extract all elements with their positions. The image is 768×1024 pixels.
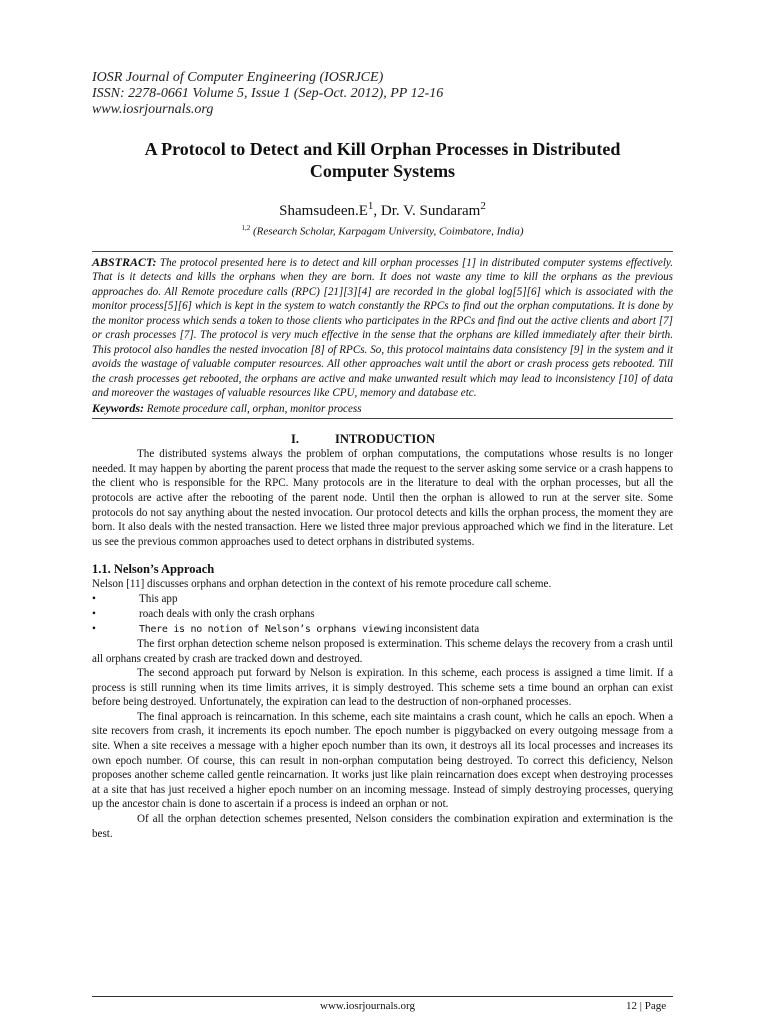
nelson-paragraph-expiration: The second approach put forward by Nelson is expiration. In this scheme, each process is assigned a time limit. If a process is still running when its time limits arrives, it is simply destroyed. This scheme sets a time bound an orphan can exist before being destroyed. Unfortunately, the expiration can lead to the destruction of non-orphaned processes. xyxy=(92,667,673,709)
author-2-superscript: 2 xyxy=(480,200,486,212)
list-item xyxy=(92,622,673,637)
subsection-heading-nelson: 1.1. Nelson’s Approach xyxy=(92,562,215,577)
nelson-bullet-list xyxy=(92,592,673,637)
nelson-paragraph-extermination: The first orphan detection scheme nelson proposed is extermination. This scheme delays the recovery from a crash until all orphans created by crash are tracked down and destroyed. xyxy=(92,637,673,665)
affiliation-text: (Research Scholar, Karpagam University, Coimbatore, India) xyxy=(250,225,524,238)
nelson-intro-paragraph: Nelson [11] discusses orphans and orphan detection in the context of his remote procedure call scheme. xyxy=(92,578,552,591)
bullet-text-mono: There is no notion of Nelson’s orphans viewing xyxy=(139,623,403,635)
list-item xyxy=(92,592,673,607)
bullet-text-rest: inconsistent data xyxy=(402,622,480,635)
journal-issn: ISSN: 2278-0661 Volume 5, Issue 1 (Sep-Oct. 2012), PP 12-16 xyxy=(92,86,444,101)
bullet-icon: • xyxy=(92,622,96,635)
bullet-text: roach deals with only the crash orphans xyxy=(139,607,315,620)
footer-url: www.iosrjournals.org xyxy=(320,1000,416,1012)
author-2: , Dr. V. Sundaram xyxy=(373,203,481,219)
section-number: I. xyxy=(291,432,299,447)
author-1: Shamsudeen.E xyxy=(279,203,368,219)
footer-divider xyxy=(92,996,673,997)
authors-line xyxy=(92,198,673,220)
bullet-text: This app xyxy=(139,592,178,605)
affiliation-superscript: 1,2 xyxy=(241,224,251,232)
journal-url: www.iosrjournals.org xyxy=(92,102,214,117)
bullet-icon: • xyxy=(92,592,96,605)
nelson-paragraph-conclusion: Of all the orphan detection schemes presented, Nelson considers the combination expiration and extermination is the best. xyxy=(92,813,673,840)
keywords xyxy=(92,401,673,417)
journal-name: IOSR Journal of Computer Engineering (IOSRJCE) xyxy=(92,70,384,85)
paper-page xyxy=(92,70,673,841)
journal-header xyxy=(92,70,673,118)
title-line-1: A Protocol to Detect and Kill Orphan Processes in Distributed xyxy=(144,139,621,159)
intro-paragraph: The distributed systems always the problem of orphan computations, the computations whose results is no longer needed. It may happen by aborting the parent process that made the request to the server asking some service or a crash happens to the client who is responsible for the RPC. Many protocols are in the literature to deal with the orphan processes, but all the protocols are active after the rebooting of the parent node. Until then the orphan is allowed to run at the server site. Some protocols do not say anything about the nested invocation. Our protocol detects and kills the orphan process, the moment they are born. It also deals with the nested transaction. Here we listed three major previous approached which we find in the literature. Let us see the previous common approaches used to detect orphans in distributed systems. xyxy=(92,448,673,548)
author-1-superscript: 1 xyxy=(367,200,374,212)
abstract xyxy=(92,255,673,401)
footer-page-number: 12 | Page xyxy=(626,1000,667,1012)
list-item xyxy=(92,607,673,622)
nelson-paragraph-reincarnation: The final approach is reincarnation. In this scheme, each site maintains a crash count, which he calls an epoch. When a site recovers from crash, it increments its epoch number. The epoch number is piggybacked on every outgoing message from a site. When a site receives a message with a higher epoch number than its own, it destroys all its local processes and increases its own epoch number. Of course, this can result in non-orphan computation being destroyed. To correct this deficiency, Nelson proposes another scheme called gentle reincarnation. It works just like plain reincarnation does except when destroying processes at a site that has just received a higher epoch number on an incoming message. Instead of simply destroying processes, querying up the ancestor chain is done to ascertain if a process is indeed an orphan or not. xyxy=(92,710,673,811)
paper-title xyxy=(92,138,673,182)
keywords-text: Remote procedure call, orphan, monitor process xyxy=(144,402,362,415)
abstract-box xyxy=(92,251,673,420)
abstract-text: The protocol presented here is to detect and kill orphan processes [1] in distributed computer systems effectively. That is it detects and kills the orphans when they are born. It does not waste any time to kill the orphans as the previous approaches do. All Remote procedure calls (RPC) [21][3][4] are recorded in the global log[5][6] which is associated with the monitor process[5][6] which is kept in the system to watch constantly the RPCs to find out the orphan computations. It is done by the monitor process which sends a token to those clients who participates in the RPCs and find out the active clients and abort [7] or crash processes [7]. The protocol is very much effective in the sense that the orphans are killed immediately after their birth. This protocol also handles the nested invocation [8] of RPCs. So, this protocol maintains data consistency [9] in the system and it avoids the wastage of valuable computer resources. All other approaches wait until the abort or crash process gets rebooted. Till the crash processes get rebooted, the orphans are active and make unwanted result which may lead to inconsistency [10] of data and moreover the wastages of valuable resources like CPU, memory and database etc. xyxy=(92,256,673,400)
affiliation xyxy=(92,222,673,239)
abstract-label: ABSTRACT: xyxy=(92,254,157,269)
section-heading-introduction xyxy=(92,431,673,447)
section-title: INTRODUCTION xyxy=(335,432,436,447)
title-line-2: Computer Systems xyxy=(309,161,456,181)
keywords-label: Keywords: xyxy=(92,400,144,415)
bullet-icon: • xyxy=(92,607,96,620)
